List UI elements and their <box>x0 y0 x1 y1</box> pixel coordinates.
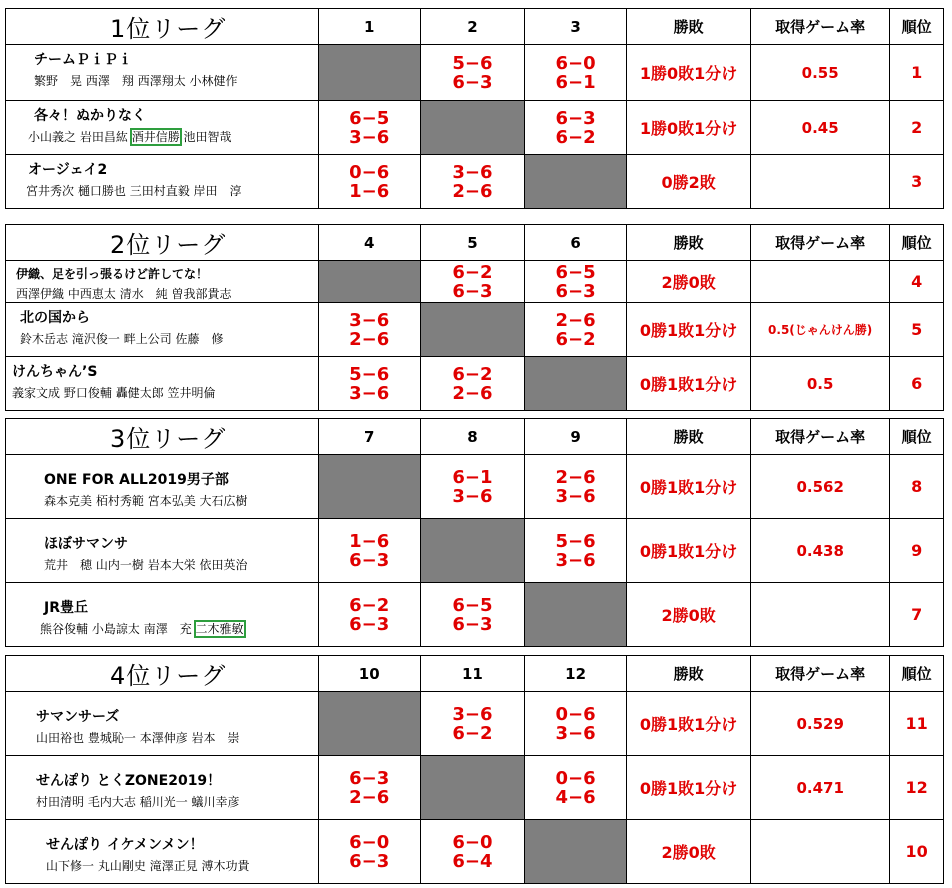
member-name: 依田英治 <box>199 558 248 572</box>
team-name: ONE FOR ALL2019男子部 <box>44 472 229 488</box>
member-name: 岩本大栄 <box>147 558 196 572</box>
game-score: 6−5 <box>452 594 493 616</box>
self-match-cell <box>318 692 420 756</box>
member-list <box>6 384 318 401</box>
game-score: 1−6 <box>349 180 390 202</box>
member-name: 熊谷俊輔 <box>40 622 89 636</box>
rank: 1 <box>890 45 944 101</box>
win-loss: 0勝1敗1分け <box>627 519 751 583</box>
member-list <box>6 793 318 810</box>
member-list <box>6 330 318 347</box>
member-list <box>6 857 318 874</box>
league-table <box>5 224 944 411</box>
member-list <box>6 620 318 637</box>
game-score: 6−1 <box>452 466 493 488</box>
member-name: 滝澤正見 <box>149 859 198 873</box>
team-row <box>6 519 944 583</box>
team-cell <box>6 303 319 357</box>
game-score: 2−6 <box>349 786 390 808</box>
member-name: 中西恵太 <box>67 287 116 301</box>
opponent-number: 3 <box>525 9 627 45</box>
member-name: 畔上公司 <box>123 332 172 346</box>
member-name: 豊城恥一 <box>87 731 136 745</box>
member-name: 村田清明 <box>36 795 85 809</box>
team-cell <box>6 455 319 519</box>
member-name: 荒井 穂 <box>44 558 93 572</box>
game-rate <box>751 820 890 884</box>
game-score: 6−3 <box>349 850 390 872</box>
team-cell <box>6 101 319 155</box>
match-score <box>525 303 627 357</box>
opponent-number: 4 <box>318 225 420 261</box>
win-loss: 1勝0敗1分け <box>627 45 751 101</box>
team-row <box>6 455 944 519</box>
match-score <box>318 303 420 357</box>
game-score: 6−3 <box>349 767 390 789</box>
opponent-number: 8 <box>420 419 524 455</box>
match-score <box>318 155 420 209</box>
match-score <box>318 101 420 155</box>
member-name: 岸田 淳 <box>193 184 242 198</box>
game-score: 3−6 <box>349 126 390 148</box>
league-table <box>5 418 944 647</box>
match-score <box>318 519 420 583</box>
game-score: 3−6 <box>452 703 493 725</box>
win-loss: 0勝1敗1分け <box>627 756 751 820</box>
member-name: 西澤伊織 <box>16 287 65 301</box>
team-row <box>6 155 944 209</box>
team-name: 北の国から <box>20 310 90 326</box>
win-loss: 0勝1敗1分け <box>627 303 751 357</box>
game-score: 6−2 <box>555 328 596 350</box>
self-match-cell <box>318 261 420 303</box>
win-loss: 0勝1敗1分け <box>627 455 751 519</box>
team-name: チームＰｉＰｉ <box>34 52 132 68</box>
rank: 5 <box>890 303 944 357</box>
league-table <box>5 655 944 884</box>
team-row <box>6 261 944 303</box>
match-score <box>318 357 420 411</box>
game-score: 0−6 <box>555 767 596 789</box>
member-name: 佐藤 修 <box>175 332 224 346</box>
rank: 3 <box>890 155 944 209</box>
team-name: 伊織、足を引っ張るけど許してな！ <box>16 267 209 281</box>
team-name: サマンサーズ <box>36 709 120 725</box>
game-score: 2−6 <box>555 466 596 488</box>
opponent-number: 6 <box>525 225 627 261</box>
member-name: 岩田昌紘 <box>79 130 128 144</box>
self-match-cell <box>420 756 524 820</box>
member-name: 繁野 晃 <box>34 74 83 88</box>
team-cell <box>6 583 319 647</box>
member-name: 轟健太郎 <box>115 386 164 400</box>
rank: 9 <box>890 519 944 583</box>
game-score: 4−6 <box>555 786 596 808</box>
match-score <box>525 756 627 820</box>
member-name: 毛内大志 <box>87 795 136 809</box>
match-score <box>525 261 627 303</box>
game-score: 3−6 <box>555 549 596 571</box>
game-score: 0−6 <box>349 161 390 183</box>
member-name: 曽我部貴志 <box>171 287 232 301</box>
rank: 10 <box>890 820 944 884</box>
game-score: 2−6 <box>452 382 493 404</box>
game-rate: 0.55 <box>751 45 890 101</box>
game-rate: 0.438 <box>751 519 890 583</box>
member-list <box>6 285 318 302</box>
team-cell <box>6 820 319 884</box>
rank: 11 <box>890 692 944 756</box>
team-name: JR豊丘 <box>44 600 88 616</box>
win-loss: 2勝0敗 <box>627 820 751 884</box>
member-name: 小山義之 <box>28 130 77 144</box>
game-score: 6−0 <box>555 52 596 74</box>
member-name: 本澤伸彦 <box>139 731 188 745</box>
member-name: 清水 純 <box>119 287 168 301</box>
game-score: 3−6 <box>452 161 493 183</box>
rank-header: 順位 <box>890 225 944 261</box>
league-title: 3位リーグ <box>6 419 319 455</box>
game-rate-header: 取得ゲーム率 <box>751 225 890 261</box>
self-match-cell <box>420 519 524 583</box>
game-score: 0−6 <box>555 703 596 725</box>
member-name: 稲川光一 <box>139 795 188 809</box>
win-loss: 2勝0敗 <box>627 261 751 303</box>
member-list <box>6 729 318 746</box>
match-score <box>318 820 420 884</box>
member-list <box>6 72 318 89</box>
opponent-number: 7 <box>318 419 420 455</box>
member-name: 野口俊輔 <box>63 386 112 400</box>
team-cell <box>6 756 319 820</box>
game-score: 6−0 <box>349 831 390 853</box>
member-name: 西澤翔太 <box>137 74 186 88</box>
self-match-cell <box>525 820 627 884</box>
opponent-number: 9 <box>525 419 627 455</box>
team-name: せんぽり とくZONE2019！ <box>36 773 222 789</box>
game-score: 6−1 <box>555 71 596 93</box>
member-name: 鈴木岳志 <box>20 332 69 346</box>
self-match-cell <box>525 583 627 647</box>
game-score: 6−2 <box>555 126 596 148</box>
rank: 8 <box>890 455 944 519</box>
win-loss-header: 勝敗 <box>627 656 751 692</box>
game-rate: 0.562 <box>751 455 890 519</box>
game-score: 6−0 <box>452 831 493 853</box>
game-score: 2−6 <box>452 180 493 202</box>
team-row <box>6 45 944 101</box>
game-rate-header: 取得ゲーム率 <box>751 656 890 692</box>
member-name: 蟻川幸彦 <box>191 795 240 809</box>
game-rate: 0.471 <box>751 756 890 820</box>
win-loss: 0勝1敗1分け <box>627 357 751 411</box>
team-name: せんぽり イケメンメン！ <box>46 837 204 853</box>
team-name: ほぼサマンサ <box>44 536 128 552</box>
self-match-cell <box>420 303 524 357</box>
member-list <box>6 556 318 573</box>
win-loss-header: 勝敗 <box>627 419 751 455</box>
member-name: 義家文成 <box>12 386 61 400</box>
win-loss-header: 勝敗 <box>627 9 751 45</box>
rank-header: 順位 <box>890 656 944 692</box>
member-name: 三田村直毅 <box>129 184 190 198</box>
game-score: 2−6 <box>349 328 390 350</box>
league-title: 4位リーグ <box>6 656 319 692</box>
league-title: 1位リーグ <box>6 9 319 45</box>
member-list <box>6 182 318 199</box>
member-name: 山田裕也 <box>36 731 85 745</box>
opponent-number: 1 <box>318 9 420 45</box>
member-name: 山内一樹 <box>95 558 144 572</box>
match-score <box>420 155 524 209</box>
member-name: 小島諒太 <box>91 622 140 636</box>
team-cell <box>6 692 319 756</box>
match-score <box>318 756 420 820</box>
league-table <box>5 8 944 209</box>
game-score: 6−3 <box>452 71 493 93</box>
league-title: 2位リーグ <box>6 225 319 261</box>
game-rate <box>751 155 890 209</box>
match-score <box>420 45 524 101</box>
member-name: 宮本弘美 <box>147 494 196 508</box>
member-name: 丸山剛史 <box>97 859 146 873</box>
member-name: 西澤 翔 <box>85 74 134 88</box>
opponent-number: 10 <box>318 656 420 692</box>
game-score: 6−3 <box>452 613 493 635</box>
self-match-cell <box>318 45 420 101</box>
game-rate: 0.45 <box>751 101 890 155</box>
game-score: 6−2 <box>452 363 493 385</box>
game-score: 6−4 <box>452 850 493 872</box>
self-match-cell <box>420 101 524 155</box>
member-name: 森本克美 <box>44 494 93 508</box>
game-score: 3−6 <box>452 485 493 507</box>
win-loss: 0勝2敗 <box>627 155 751 209</box>
match-score <box>420 820 524 884</box>
game-score: 6−3 <box>349 549 390 571</box>
win-loss: 2勝0敗 <box>627 583 751 647</box>
member-name: 山下修一 <box>46 859 95 873</box>
team-row <box>6 756 944 820</box>
member-name: 小林健作 <box>189 74 238 88</box>
match-score <box>525 455 627 519</box>
team-name: けんちゃん’S <box>12 364 98 380</box>
game-rate: 0.529 <box>751 692 890 756</box>
game-score: 6−2 <box>452 722 493 744</box>
match-score <box>420 455 524 519</box>
team-cell <box>6 45 319 101</box>
member-name: 二木雅敏 <box>195 622 244 636</box>
member-name: 大石広樹 <box>199 494 248 508</box>
game-rate: 0.5(じゃんけん勝) <box>751 303 890 357</box>
game-score: 3−6 <box>555 722 596 744</box>
member-name: 滝沢俊一 <box>71 332 120 346</box>
team-cell <box>6 519 319 583</box>
member-name: 栢村秀範 <box>95 494 144 508</box>
game-rate <box>751 583 890 647</box>
opponent-number: 5 <box>420 225 524 261</box>
rank: 2 <box>890 101 944 155</box>
member-name: 笠井明倫 <box>167 386 216 400</box>
match-score <box>525 101 627 155</box>
rank-header: 順位 <box>890 419 944 455</box>
member-name: 岩本 崇 <box>191 731 240 745</box>
game-score: 5−6 <box>555 530 596 552</box>
game-rate <box>751 261 890 303</box>
game-score: 6−3 <box>555 107 596 129</box>
self-match-cell <box>525 155 627 209</box>
team-row <box>6 820 944 884</box>
rank: 4 <box>890 261 944 303</box>
member-list <box>6 128 318 145</box>
rank-header: 順位 <box>890 9 944 45</box>
opponent-number: 11 <box>420 656 524 692</box>
match-score <box>420 583 524 647</box>
self-match-cell <box>318 455 420 519</box>
game-rate-header: 取得ゲーム率 <box>751 9 890 45</box>
team-name: 各々！ぬかりなく <box>34 108 146 124</box>
win-loss: 0勝1敗1分け <box>627 692 751 756</box>
opponent-number: 2 <box>420 9 524 45</box>
game-score: 6−3 <box>452 280 493 302</box>
game-rate: 0.5 <box>751 357 890 411</box>
match-score <box>525 692 627 756</box>
game-score: 1−6 <box>349 530 390 552</box>
match-score <box>420 357 524 411</box>
rank: 12 <box>890 756 944 820</box>
team-row <box>6 692 944 756</box>
match-score <box>420 692 524 756</box>
team-cell <box>6 261 319 303</box>
member-name: 宮井秀次 <box>26 184 75 198</box>
game-score: 5−6 <box>452 52 493 74</box>
member-name: 池田智哉 <box>183 130 232 144</box>
member-name: 酒井信勝 <box>131 130 180 144</box>
game-score: 2−6 <box>555 309 596 331</box>
game-score: 6−5 <box>349 107 390 129</box>
team-row <box>6 357 944 411</box>
game-score: 5−6 <box>349 363 390 385</box>
team-name: オージェイ2 <box>28 162 108 178</box>
opponent-number: 12 <box>525 656 627 692</box>
game-score: 6−3 <box>555 280 596 302</box>
game-score: 3−6 <box>349 309 390 331</box>
rank: 6 <box>890 357 944 411</box>
team-cell <box>6 357 319 411</box>
member-name: 樋口勝也 <box>77 184 126 198</box>
self-match-cell <box>525 357 627 411</box>
win-loss-header: 勝敗 <box>627 225 751 261</box>
game-score: 6−5 <box>555 261 596 283</box>
game-score: 3−6 <box>555 485 596 507</box>
game-score: 6−2 <box>452 261 493 283</box>
match-score <box>525 519 627 583</box>
match-score <box>420 261 524 303</box>
game-score: 6−3 <box>349 613 390 635</box>
team-row <box>6 303 944 357</box>
match-score <box>318 583 420 647</box>
team-cell <box>6 155 319 209</box>
rank: 7 <box>890 583 944 647</box>
game-score: 3−6 <box>349 382 390 404</box>
team-row <box>6 101 944 155</box>
team-row <box>6 583 944 647</box>
member-name: 溥木功貴 <box>201 859 250 873</box>
member-list <box>6 492 318 509</box>
match-score <box>525 45 627 101</box>
game-score: 6−2 <box>349 594 390 616</box>
win-loss: 1勝0敗1分け <box>627 101 751 155</box>
game-rate-header: 取得ゲーム率 <box>751 419 890 455</box>
member-name: 南澤 充 <box>143 622 192 636</box>
